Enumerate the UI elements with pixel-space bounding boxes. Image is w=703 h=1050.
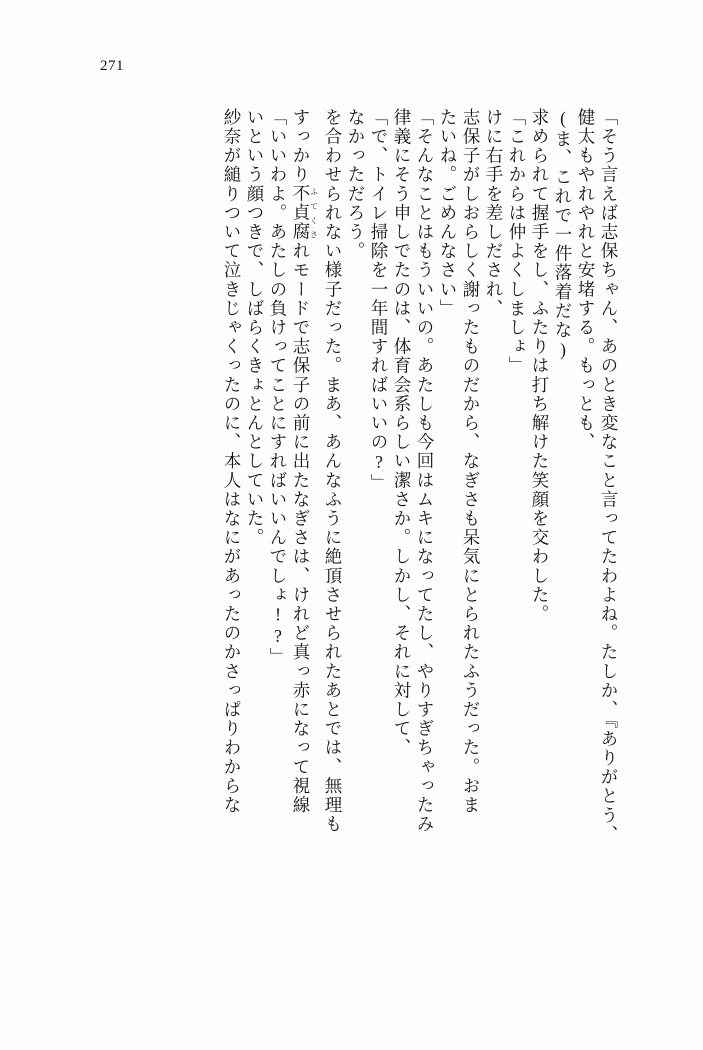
text-line: 健太もやれやれと安堵する。もっとも、 xyxy=(576,108,596,452)
text-line: 律義にそう申しでたのは、体育会系らしい潔さか。しかし、それに対して、 xyxy=(392,108,412,758)
text-line: (ま、これで一件落着だな) xyxy=(553,108,573,362)
vertical-text-block xyxy=(72,108,617,968)
text-line: なかっただろう。 xyxy=(346,108,366,261)
text-line: 紗奈が縋りついて泣きじゃくったのに、本人はなにがあったのかさっぱりわからな xyxy=(222,108,242,815)
page-number: 271 xyxy=(100,58,124,74)
text-line: 「そんなことはもういいの。あたしも今回はムキになってたし、やりすぎちゃったみ xyxy=(415,108,435,834)
text-line: を合わせられない様子だった。まあ、あんなふうに絶頂させられたあとでは、無理も xyxy=(323,108,343,834)
text-line: たいね。ごめんなさい」 xyxy=(438,108,458,319)
text-line: すっかり不貞腐ふてくされモードで志保子の前に出たなぎさは、けれど真っ赤になって視線 xyxy=(291,108,319,815)
text-line: いという顔つきで、しばらくきょとんとしていた。 xyxy=(245,108,265,548)
text-line: けに右手を差しだされ、 xyxy=(484,108,504,319)
text-line: 「そう言えば志保ちゃん、あのとき変なこと言ってたわよね。たしか、『ありがとう、 xyxy=(599,108,619,845)
text-line: 志保子がしおらしく謝ったものだから、なぎさも呆気にとられたふうだった。おま xyxy=(461,108,481,815)
text-line: 「これからは仲よくしましょ」 xyxy=(507,108,527,376)
ruby-annotation: 不貞腐ふてくさ xyxy=(291,184,319,242)
text-line: 「で、トイレ掃除を一年間すればいいの?」 xyxy=(369,108,389,493)
text-line: 求められて握手をし、ふたりは打ち解けた笑顔を交わした。 xyxy=(530,108,550,624)
text-line: 「いいわよ。あたしの負けってことにすればいいんでしょ!?」 xyxy=(268,108,288,667)
